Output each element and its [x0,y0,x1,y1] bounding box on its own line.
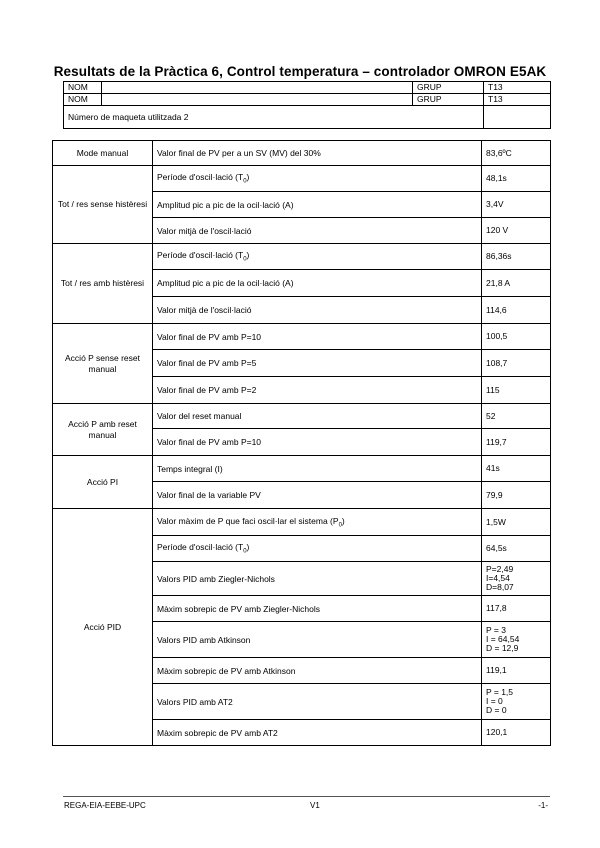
result-value[interactable]: 114,6 [482,297,551,324]
result-row [53,456,551,482]
result-value[interactable]: 79,9 [482,482,551,509]
name-label: NOM [64,82,102,94]
result-value[interactable]: P = 1,5 I = 0 D = 0 [482,684,551,720]
result-value[interactable]: 120,1 [482,720,551,746]
result-value[interactable]: 115 [482,377,551,404]
result-value[interactable]: 86,36s [482,244,551,270]
page-title: Resultats de la Pràctica 6, Control temperatura – controlador OMRON E5AK [53,64,547,79]
parameter-label: Període d'oscil·lació $(T_0)$ [153,166,482,192]
name-label: NOM [64,94,102,106]
parameter-label: Valors PID amb AT2 [153,684,482,720]
group-value[interactable]: T13 [484,82,551,94]
result-row [53,244,551,270]
parameter-label: Màxim sobrepic de PV amb Atkinson [153,658,482,684]
parameter-label: Amplitud pic a pic de la ocil·lació (A) [153,192,482,218]
parameter-label: Valors PID amb Ziegler-Nichols [153,562,482,596]
parameter-label: Valor final de PV amb P=10 [153,324,482,350]
parameter-label: Valor final de la variable PV [153,482,482,509]
result-value[interactable]: 119,1 [482,658,551,684]
result-value[interactable]: 1,5W [482,509,551,536]
parameter-label: Valor final de PV amb P=10 [153,429,482,456]
result-value[interactable]: P = 3 I = 64,54 D = 12,9 [482,622,551,658]
parameter-label: Valor mitjà de l'oscil·lació [153,297,482,324]
maqueta-number[interactable]: Número de maqueta utilitzada 2 [64,106,484,129]
parameter-label: Valors PID amb Atkinson [153,622,482,658]
parameter-label: Temps integral (I) [153,456,482,482]
parameter-label: Valor final de PV per a un SV (MV) del 30% [153,141,482,166]
result-row [53,141,551,166]
result-value[interactable]: P=2,49 I=4,54 D=8,07 [482,562,551,596]
result-value[interactable]: 64,5s [482,536,551,562]
section-label: Mode manual [53,141,153,166]
parameter-label: Període d'oscil·lació $(T_0)$ [153,244,482,270]
parameter-label: Màxim sobrepic de PV amb Ziegler-Nichols [153,596,482,622]
result-value[interactable]: 117,8 [482,596,551,622]
result-row [53,404,551,429]
footer-page-number: -1- [538,801,548,810]
result-row [53,324,551,350]
result-value[interactable]: 52 [482,404,551,429]
result-value[interactable]: 83,6ºC [482,141,551,166]
result-value[interactable]: 100,5 [482,324,551,350]
section-label: Acció P amb reset manual [53,404,153,456]
student-row [64,82,551,94]
student-info-table [63,81,551,129]
result-row [53,166,551,192]
section-label: Tot / res amb histèresi [53,244,153,324]
group-label: GRUP [413,82,484,94]
footer-institution: REGA-EIA-EEBE-UPC [64,801,146,810]
name-value[interactable] [102,94,413,106]
footer-divider [63,796,550,797]
name-value[interactable] [102,82,413,94]
parameter-label: Valor final de PV amb P=2 [153,377,482,404]
parameter-label: Període d'oscil·lació $(T_0)$ [153,536,482,562]
parameter-label: Valor mitjà de l'oscil·lació [153,218,482,244]
result-row [53,509,551,536]
result-value[interactable]: 3,4V [482,192,551,218]
group-label: GRUP [413,94,484,106]
section-label: Acció PID [53,509,153,746]
footer-version: V1 [310,801,320,810]
section-label: Acció PI [53,456,153,509]
result-value[interactable]: 120 V [482,218,551,244]
parameter-label: Valor final de PV amb P=5 [153,350,482,377]
maqueta-row [64,106,551,129]
empty-cell [484,106,551,129]
parameter-label: Valor del reset manual [153,404,482,429]
result-value[interactable]: 108,7 [482,350,551,377]
parameter-label: Amplitud pic a pic de la ocil·lació (A) [153,270,482,297]
section-label: Acció P sense reset manual [53,324,153,404]
result-value[interactable]: 48,1s [482,166,551,192]
result-value[interactable]: 41s [482,456,551,482]
student-row [64,94,551,106]
result-value[interactable]: 119,7 [482,429,551,456]
section-label: Tot / res sense histèresi [53,166,153,244]
results-table [52,140,551,746]
group-value[interactable]: T13 [484,94,551,106]
parameter-label: Màxim sobrepic de PV amb AT2 [153,720,482,746]
parameter-label: Valor màxim de P que faci oscil·lar el sistema $(P_0)$ [153,509,482,536]
result-value[interactable]: 21,8 A [482,270,551,297]
